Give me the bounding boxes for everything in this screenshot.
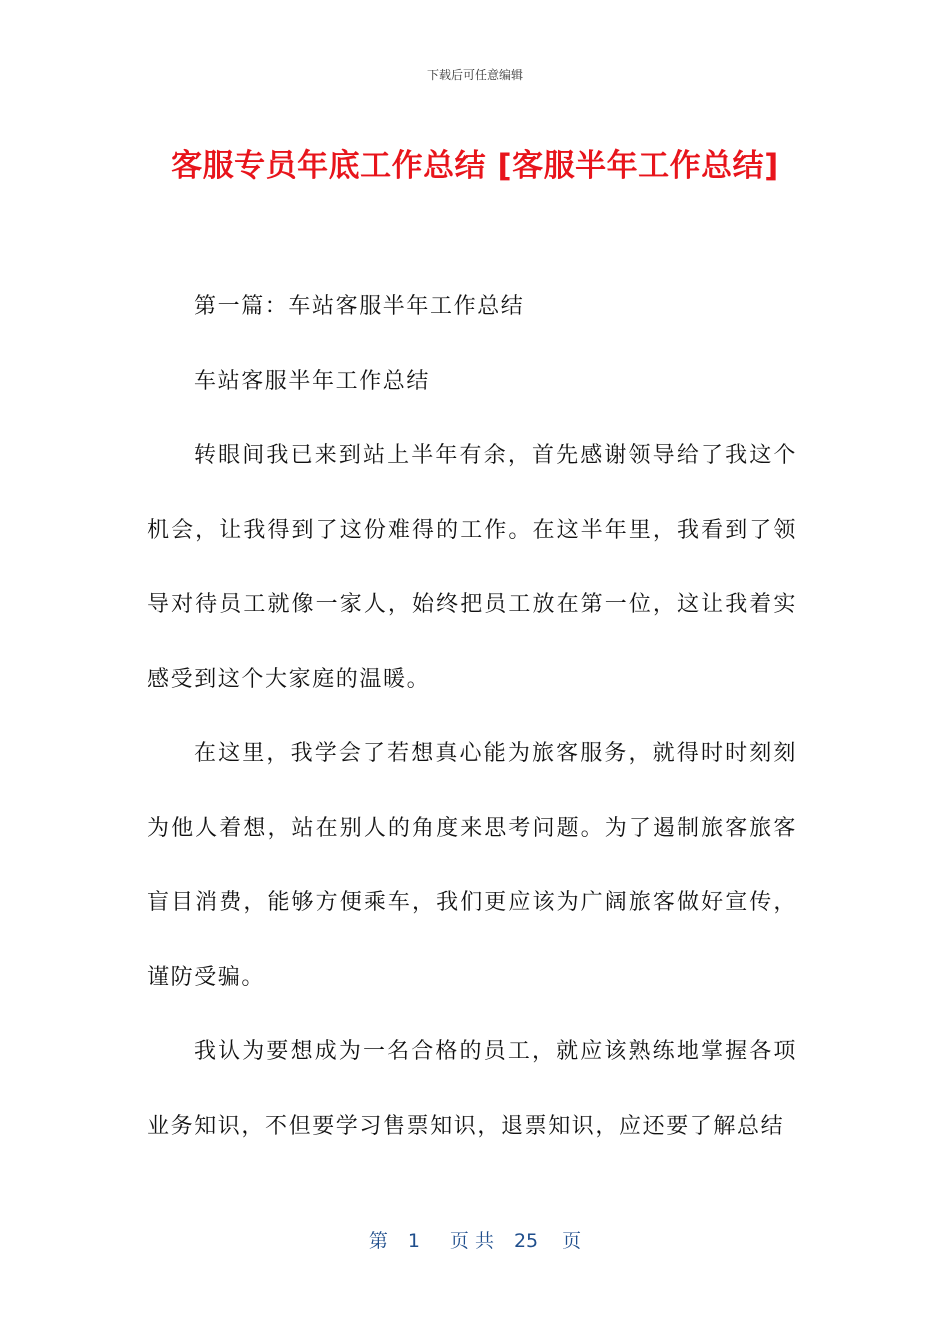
paragraph: 转眼间我已来到站上半年有余，首先感谢领导给了我这个机会，让我得到了这份难得的工作。在这半年里，我看到了领导对待员工就像一家人，始终把员工放在第一位，这让我着实感受到这个大家庭的温暖。 (147, 443, 797, 692)
header-note: 下载后可任意编辑 (426, 68, 523, 82)
footer-prefix: 第 (368, 1230, 388, 1252)
footer-middle: 页 共 (449, 1230, 494, 1252)
footer-suffix: 页 (562, 1230, 582, 1252)
document-body (147, 270, 797, 1164)
paragraph: 我认为要想成为一名合格的员工，就应该熟练地掌握各项业务知识，不但要学习售票知识，退票知识，应还要了解总结 (147, 1039, 797, 1139)
footer-total-pages: 25 (513, 1230, 539, 1252)
paragraph: 车站客服半年工作总结 (194, 368, 431, 394)
paragraph: 第一篇：车站客服半年工作总结 (194, 294, 525, 319)
page-footer (0, 1226, 950, 1253)
document-title: 客服专员年底工作总结 [客服半年工作总结] (171, 148, 779, 184)
footer-page-number: 1 (407, 1230, 420, 1252)
paragraph: 在这里，我学会了若想真心能为旅客服务，就得时时刻刻为他人着想，站在别人的角度来思考问题。为了遏制旅客旅客盲目消费，能够方便乘车，我们更应该为广阔旅客做好宣传，谨防受骗。 (147, 741, 797, 990)
